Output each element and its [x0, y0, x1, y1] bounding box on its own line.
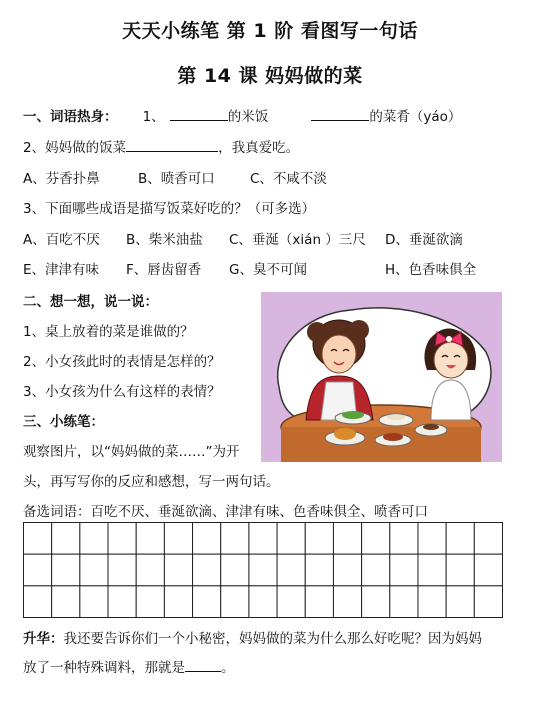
q1-text-b: 的菜肴（yáo）	[369, 109, 462, 125]
grid-cell[interactable]	[249, 586, 277, 618]
section2-heading: 二、想一想，说一说：	[23, 294, 158, 310]
footer-label: 升华：	[23, 631, 64, 647]
q3-option-f: F、唇齿留香	[126, 262, 202, 278]
grid-cell[interactable]	[362, 523, 390, 555]
grid-cell[interactable]	[418, 554, 446, 586]
grid-cell[interactable]	[418, 523, 446, 555]
grid-cell[interactable]	[362, 554, 390, 586]
q3-option-g: G、臭不可闻	[229, 262, 307, 278]
q3-text: 3、下面哪些成语是描写饭菜好吃的？（可多选）	[23, 201, 316, 217]
grid-cell[interactable]	[446, 523, 474, 555]
grid-cell[interactable]	[390, 523, 418, 555]
worksheet-title: 天天小练笔 第 1 阶 看图写一句话	[122, 20, 418, 42]
footer-text-end: 。	[221, 660, 235, 676]
grid-cell[interactable]	[80, 586, 108, 618]
grid-cell[interactable]	[249, 523, 277, 555]
grid-cell[interactable]	[277, 554, 305, 586]
q3-option-b: B、柴米油盐	[126, 232, 203, 248]
footer-line-2	[23, 656, 235, 676]
footer-line-1	[23, 627, 482, 647]
grid-cell[interactable]	[164, 523, 192, 555]
grid-cell[interactable]	[80, 554, 108, 586]
grid-cell[interactable]	[446, 586, 474, 618]
grid-cell[interactable]	[474, 586, 502, 618]
grid-cell[interactable]	[333, 523, 361, 555]
s2-question-2: 2、小女孩此时的表情是怎样的？	[23, 354, 221, 370]
grid-cell[interactable]	[221, 523, 249, 555]
grid-cell[interactable]	[193, 586, 221, 618]
word-bank: 备选词语：百吃不厌、垂涎欲滴、津津有味、色香味俱全、喷香可口	[23, 504, 428, 520]
q1-text-a: 的米饭	[227, 109, 269, 125]
grid-cell[interactable]	[277, 586, 305, 618]
grid-cell[interactable]	[164, 586, 192, 618]
grid-cell[interactable]	[52, 554, 80, 586]
grid-cell[interactable]	[362, 586, 390, 618]
q2-option-a: A、芬香扑鼻	[23, 171, 100, 187]
q3-option-h: H、色香味俱全	[385, 262, 477, 278]
grid-cell[interactable]	[24, 523, 52, 555]
q2-option-b: B、喷香可口	[138, 171, 215, 187]
grid-cell[interactable]	[249, 554, 277, 586]
q2-line	[23, 136, 299, 156]
grid-cell[interactable]	[390, 586, 418, 618]
q1-blank-b[interactable]	[311, 108, 369, 121]
footer-text-2: 放了一种特殊调料，那就是	[23, 660, 185, 676]
grid-cell[interactable]	[193, 523, 221, 555]
grid-cell[interactable]	[305, 523, 333, 555]
q2-blank[interactable]	[126, 139, 218, 152]
grid-cell[interactable]	[108, 523, 136, 555]
grid-cell[interactable]	[164, 554, 192, 586]
section3-heading: 三、小练笔：	[23, 414, 104, 430]
q3-option-e: E、津津有味	[23, 262, 100, 278]
grid-cell[interactable]	[52, 586, 80, 618]
grid-cell[interactable]	[474, 554, 502, 586]
grid-cell[interactable]	[333, 554, 361, 586]
grid-cell[interactable]	[277, 523, 305, 555]
s2-question-3: 3、小女孩为什么有这样的表情？	[23, 384, 221, 400]
q2-tail: ，我真爱吃。	[218, 140, 300, 156]
footer-blank[interactable]	[185, 659, 221, 672]
grid-cell[interactable]	[305, 586, 333, 618]
writing-grid[interactable]	[23, 522, 503, 618]
grid-cell[interactable]	[221, 554, 249, 586]
q3-option-c: C、垂涎（xián ）三尺	[229, 232, 366, 248]
grid-cell[interactable]	[52, 523, 80, 555]
q2-text: 2、妈妈做的饭菜	[23, 140, 127, 156]
grid-cell[interactable]	[333, 586, 361, 618]
grid-cell[interactable]	[108, 554, 136, 586]
grid-cell[interactable]	[24, 554, 52, 586]
grid-cell[interactable]	[221, 586, 249, 618]
grid-cell[interactable]	[193, 554, 221, 586]
grid-cell[interactable]	[24, 586, 52, 618]
footer-text-1: 我还要告诉你们一个小秘密，妈妈做的菜为什么那么好吃呢？因为妈妈	[63, 631, 482, 647]
q3-option-a: A、百吃不厌	[23, 232, 100, 248]
grid-cell[interactable]	[136, 523, 164, 555]
lesson-title: 第 14 课 妈妈做的菜	[177, 65, 363, 87]
illustration-art	[261, 292, 502, 462]
section1-heading: 一、词语热身：	[23, 109, 118, 125]
grid-cell[interactable]	[80, 523, 108, 555]
grid-cell[interactable]	[136, 554, 164, 586]
q3-option-d: D、垂涎欲滴	[385, 232, 463, 248]
grid-cell[interactable]	[390, 554, 418, 586]
grid-cell[interactable]	[474, 523, 502, 555]
s3-instruction-1: 观察图片，以“妈妈做的菜……”为开	[23, 444, 240, 460]
q2-option-c: C、不咸不淡	[250, 171, 327, 187]
q1-blank-a[interactable]	[170, 108, 228, 121]
grid-cell[interactable]	[305, 554, 333, 586]
grid-cell[interactable]	[418, 586, 446, 618]
mother-daughter-meal-illustration	[261, 292, 502, 462]
grid-cell[interactable]	[446, 554, 474, 586]
grid-cell[interactable]	[108, 586, 136, 618]
grid-cell[interactable]	[136, 586, 164, 618]
q1-number: 1、	[142, 109, 165, 125]
s3-instruction-2: 头，再写写你的反应和感想，写一两句话。	[23, 474, 280, 490]
q1-line	[23, 105, 461, 125]
s2-question-1: 1、桌上放着的菜是谁做的？	[23, 324, 194, 340]
